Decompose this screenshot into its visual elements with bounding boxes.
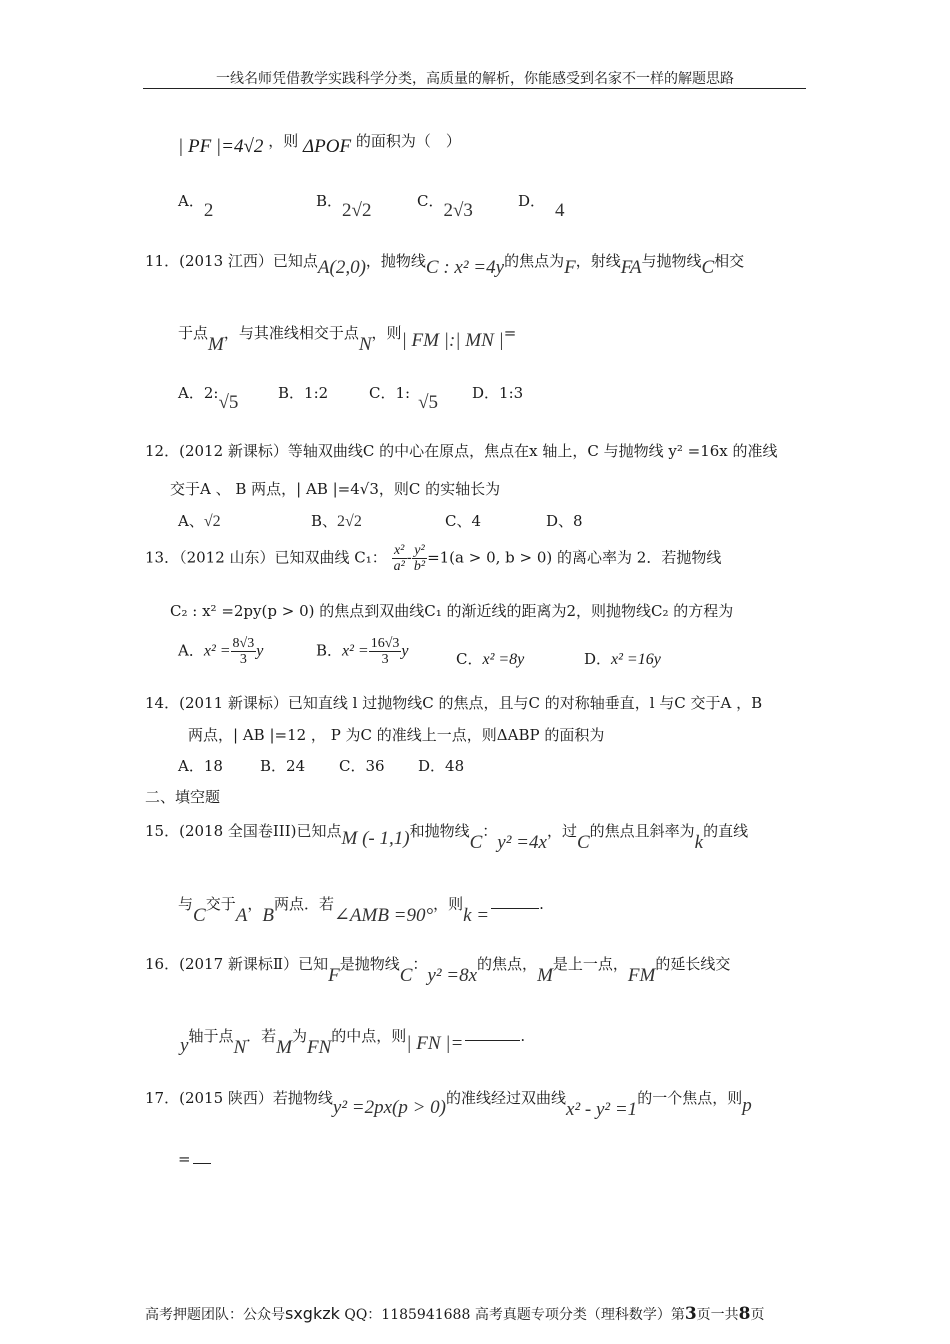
- q13-line2: C₂ : x² =2py(p > 0) 的焦点到双曲线C₁ 的渐近线的距离为2，则抛物线C₂ 的方程为: [170, 602, 734, 620]
- q11-line2: 于点M，与其准线相交于点N，则| FM |:| MN |=: [178, 324, 517, 355]
- q15-line1: 15．(2018 全国卷III)已知点M (- 1,1)和抛物线C：y² =4x，过C的焦点且斜率为k的直线: [145, 822, 749, 853]
- q11-option-a[interactable]: A．2:√5: [178, 384, 239, 413]
- page-footer: 高考押题团队：公众号sxgkzk QQ：1185941688 高考真题专项分类（理科数学）第3页一共8页: [145, 1304, 765, 1324]
- q13-option-d[interactable]: D．x² =16y: [584, 650, 661, 668]
- q15-answer-blank[interactable]: [491, 896, 539, 909]
- q13-frac-y: $\frac{\text{y²}}{\text{b²}}$: [413, 543, 426, 574]
- footer-page: 3: [684, 1304, 697, 1324]
- q11-line1: 11．(2013 江西）已知点A(2,0)，抛物线C : x² =4y的焦点为F，射线FA与抛物线C相交: [145, 252, 745, 278]
- q13-line1: 13．（2012 山东）已知双曲线 C₁： $\frac{\text{x²}}{\text{a²}}$ - $\frac{\text{y²}}{\text{b²}}$ =1(a > 0, b > 0) 的离心率为 2．若抛物线: [145, 543, 722, 574]
- q12-line1: 12．(2012 新课标）等轴双曲线C 的中心在原点，焦点在x 轴上，C 与抛物线 y² =16x 的准线: [145, 442, 778, 460]
- q13-option-b[interactable]: B．x² = $\frac{16√3}{3}$ y: [316, 636, 409, 667]
- q15-line2: 与C交于A，B两点．若∠AMB =90°，则k =.: [178, 895, 544, 926]
- q10-pf: | PF |=4√2: [178, 136, 264, 157]
- page-header: 一线名师凭借教学实践科学分类，高质量的解析，你能感受到名家不一样的解题思路: [216, 71, 734, 87]
- q14-option-a[interactable]: A．18: [178, 757, 223, 775]
- q17-line1: 17．(2015 陕西）若抛物线y² =2px(p > 0)的准线经过双曲线x² - y² =1的一个焦点，则p: [145, 1089, 752, 1120]
- q16-line2: y轴于点N．若M为FN的中点，则| FN |= .: [180, 1027, 526, 1058]
- q12-option-a[interactable]: A、√2: [178, 512, 221, 530]
- q12-option-b[interactable]: B、2√2: [311, 512, 362, 530]
- q11-option-b[interactable]: B．1:2: [278, 384, 329, 402]
- q10-tail: 的面积为（ ）: [355, 132, 461, 150]
- q14-line1: 14．(2011 新课标）已知直线 l 过抛物线C 的焦点，且与C 的对称轴垂直，l 与C 交于A ，B: [145, 694, 763, 712]
- q10-option-c[interactable]: C．2√3: [417, 192, 473, 221]
- q14-line2: 两点，| AB |=12 ， P 为C 的准线上一点，则ΔABP 的面积为: [188, 726, 605, 744]
- q10-mid: ，则: [268, 132, 299, 150]
- section-title-fill-blank: 二、填空题: [145, 788, 221, 806]
- q12-line2: 交于A 、 B 两点，| AB |=4√3，则C 的实轴长为: [170, 480, 501, 498]
- q10-condition: [178, 132, 461, 158]
- q12-option-d[interactable]: D、8: [546, 512, 583, 530]
- footer-wechat: sxgkzk: [285, 1304, 340, 1323]
- q17-line2: =: [178, 1150, 211, 1168]
- q13-option-c[interactable]: C．x² =8y: [456, 650, 525, 668]
- footer-total: 8: [738, 1304, 751, 1324]
- q10-option-d[interactable]: D． 4: [518, 192, 565, 221]
- q16-line1: 16．(2017 新课标Ⅱ）已知F是抛物线C：y² =8x的焦点，M是上一点，FM的延长线交: [145, 955, 731, 986]
- q17-answer-blank[interactable]: [193, 1151, 211, 1164]
- q10-triangle: ΔPOF: [303, 136, 352, 157]
- q13-frac-x: $\frac{\text{x²}}{\text{a²}}$: [393, 543, 405, 574]
- q11-option-c[interactable]: C．1: √5: [369, 384, 439, 413]
- q10-option-a[interactable]: A．2: [178, 192, 214, 221]
- q10-option-b[interactable]: B．2√2: [316, 192, 372, 221]
- q16-answer-blank[interactable]: [465, 1028, 520, 1041]
- q14-option-b[interactable]: B．24: [260, 757, 306, 775]
- header-rule: [143, 88, 806, 89]
- q12-option-c[interactable]: C、4: [445, 512, 482, 530]
- q14-option-d[interactable]: D．48: [418, 757, 465, 775]
- q14-option-c[interactable]: C．36: [339, 757, 385, 775]
- q13-option-a[interactable]: A．x² = $\frac{8√3}{3}$ y: [178, 636, 264, 667]
- q11-option-d[interactable]: D．1:3: [472, 384, 524, 402]
